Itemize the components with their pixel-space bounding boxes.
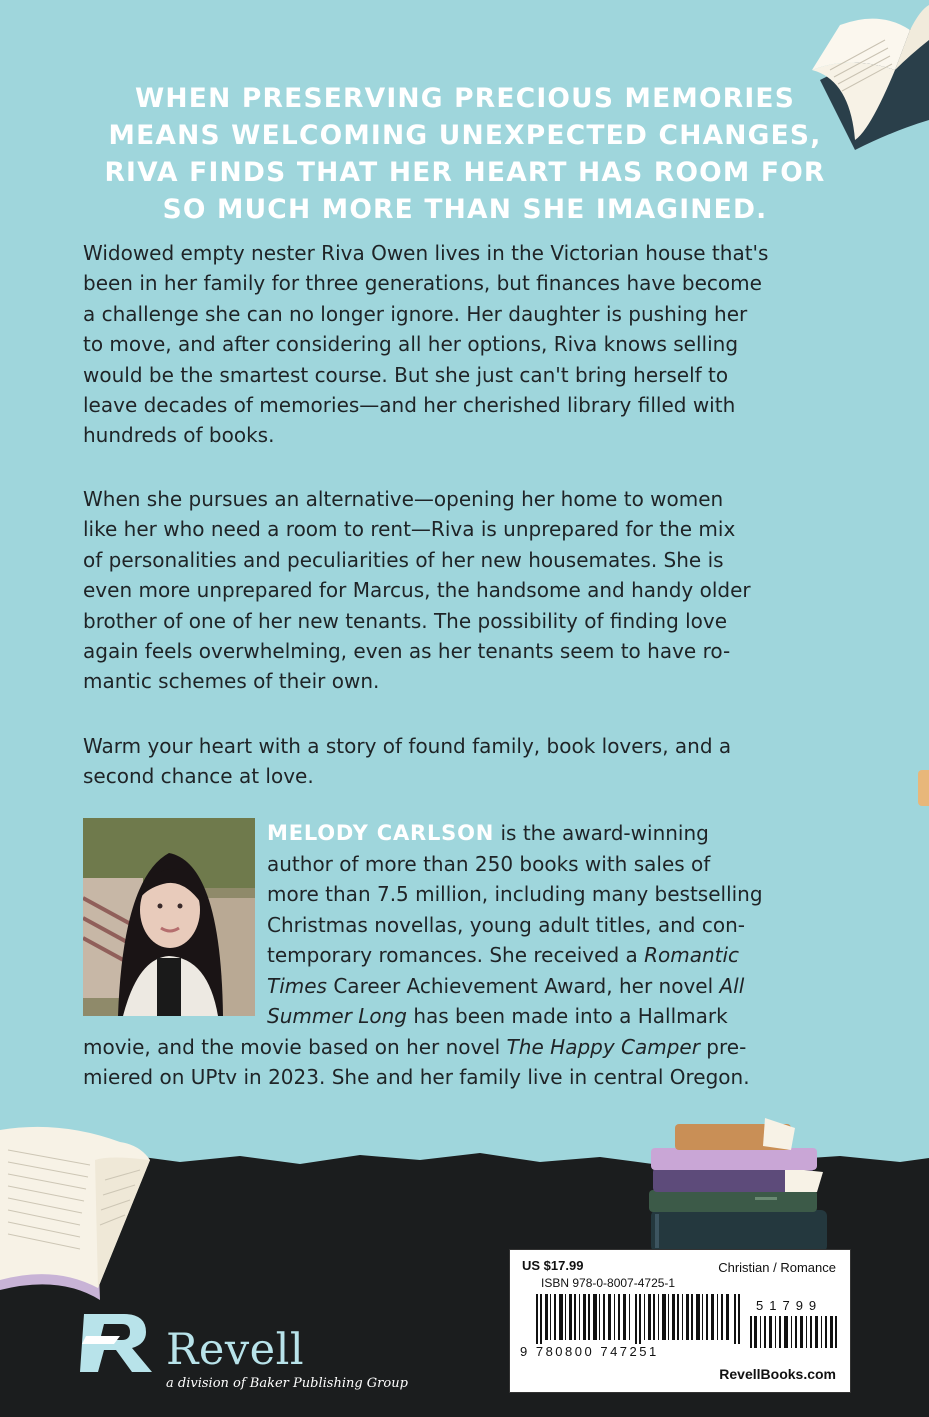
text-line: even more unprepared for Marcus, the handsome and handy older	[83, 578, 751, 603]
tagline	[60, 80, 870, 228]
isbn-barcode	[536, 1294, 742, 1344]
bio-italic: Times	[267, 973, 327, 998]
open-book-illustration-bottom-left	[0, 1100, 160, 1300]
bio-italic: The Happy Camper	[506, 1034, 700, 1059]
tagline-line: RIVA FINDS THAT HER HEART HAS ROOM FOR	[104, 157, 826, 188]
bio-text: temporary romances. She received a	[267, 943, 645, 967]
text-line: When she pursues an alternative—opening her home to women	[83, 487, 724, 511]
text-line: Widowed empty nester Riva Owen lives in the Victorian house that's	[83, 241, 769, 265]
description-paragraph-1	[83, 238, 853, 451]
price-code: 51799	[756, 1298, 823, 1313]
price-barcode	[750, 1316, 838, 1348]
revell-r-logo-icon	[80, 1314, 158, 1374]
tagline-line: WHEN PRESERVING PRECIOUS MEMORIES	[135, 83, 795, 114]
bio-line: more than 7.5 million, including many bestselling	[267, 882, 763, 906]
description-paragraph-3	[83, 731, 853, 792]
tagline-line: MEANS WELCOMING UNEXPECTED CHANGES,	[108, 120, 822, 151]
text-line: again feels overwhelming, even as her tenants seem to have ro-	[83, 639, 731, 664]
text-line: like her who need a room to rent—Riva is unprepared for the mix	[83, 517, 736, 542]
tagline-line: SO MUCH MORE THAN SHE IMAGINED.	[162, 194, 768, 225]
text-line: second chance at love.	[83, 764, 314, 789]
text-line: of personalities and peculiarities of her new housemates. She is	[83, 547, 724, 572]
bio-text: movie, and the movie based on her novel	[83, 1034, 507, 1059]
text-line: leave decades of memories—and her cherished library filled with	[83, 393, 736, 418]
price: US $17.99	[522, 1258, 584, 1273]
bio-text: has been made into a Hallmark	[406, 1004, 728, 1028]
publisher-subtitle: a division of Baker Publishing Group	[166, 1376, 408, 1391]
text-line: brother of one of her new tenants. The possibility of finding love	[83, 608, 728, 633]
isbn: ISBN 978-0-8007-4725-1	[541, 1276, 676, 1290]
barcode-label	[509, 1249, 851, 1393]
text-line: mantic schemes of their own.	[83, 669, 380, 694]
edge-tab-decoration	[918, 770, 929, 806]
bio-line	[83, 1001, 853, 1032]
text-line: a challenge she can no longer ignore. Her daughter is pushing her	[83, 301, 748, 326]
bio-line	[83, 971, 853, 1002]
author-name: MELODY CARLSON	[267, 821, 495, 845]
barcode-digits: 9 780800 747251	[520, 1344, 659, 1359]
text-line: would be the smartest course. But she just can't bring herself to	[83, 362, 729, 387]
bio-line: Christmas novellas, young adult titles, and con-	[267, 912, 745, 937]
bio-text: pre-	[699, 1034, 747, 1059]
description-paragraph-2	[83, 484, 853, 697]
bio-italic: Romantic	[644, 943, 740, 967]
bio-italic: Summer Long	[267, 1004, 407, 1028]
text-line: hundreds of books.	[83, 423, 275, 448]
text-line: Warm your heart with a story of found family, book lovers, and a	[83, 734, 732, 758]
bio-line	[83, 1032, 853, 1063]
bio-text: Career Achievement Award, her novel	[326, 973, 720, 998]
text-line: been in her family for three generations, but finances have become	[83, 271, 762, 296]
category: Christian / Romance	[718, 1260, 836, 1275]
author-bio	[83, 818, 853, 1093]
bio-line: author of more than 250 books with sales of	[267, 851, 711, 876]
bio-italic: All	[719, 973, 745, 998]
bio-line	[83, 818, 853, 849]
book-stack-illustration	[645, 1110, 835, 1255]
website: RevellBooks.com	[719, 1366, 836, 1382]
bio-line	[83, 940, 853, 971]
bio-text: is the award-winning	[494, 821, 709, 845]
text-line: to move, and after considering all her options, Riva knows selling	[83, 332, 739, 357]
publisher-name: Revell	[166, 1325, 305, 1375]
bio-line: miered on UPtv in 2023. She and her family live in central Oregon.	[83, 1065, 750, 1089]
